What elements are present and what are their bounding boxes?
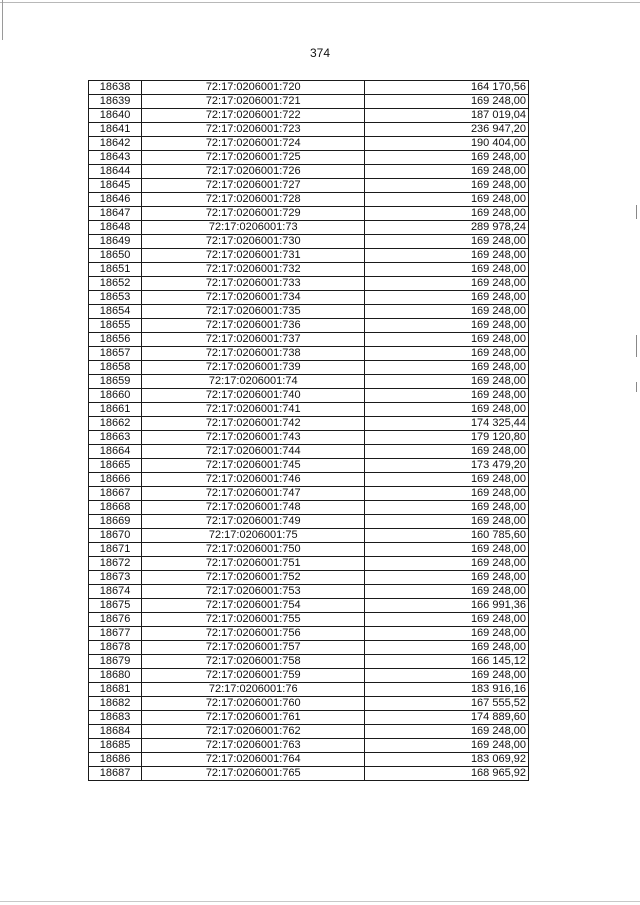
cadastral-value-cell: 187 019,04 (365, 109, 529, 123)
cadastral-value-cell: 169 248,00 (365, 305, 529, 319)
table-row (89, 333, 529, 347)
cadastral-value-cell: 169 248,00 (365, 347, 529, 361)
cadastral-number-cell: 72:17:0206001:724 (142, 137, 365, 151)
row-number-cell: 18644 (89, 165, 142, 179)
cadastral-value-cell: 169 248,00 (365, 151, 529, 165)
row-number-cell: 18647 (89, 207, 142, 221)
table-row (89, 655, 529, 669)
row-number-cell: 18659 (89, 375, 142, 389)
cadastral-value-cell: 169 248,00 (365, 263, 529, 277)
table-row (89, 249, 529, 263)
cadastral-number-cell: 72:17:0206001:755 (142, 613, 365, 627)
row-number-cell: 18672 (89, 557, 142, 571)
cadastral-value-cell: 169 248,00 (365, 501, 529, 515)
cadastral-number-cell: 72:17:0206001:762 (142, 725, 365, 739)
table-row (89, 431, 529, 445)
table-row (89, 361, 529, 375)
row-number-cell: 18660 (89, 389, 142, 403)
cadastral-number-cell: 72:17:0206001:733 (142, 277, 365, 291)
table-row (89, 389, 529, 403)
row-number-cell: 18653 (89, 291, 142, 305)
row-number-cell: 18639 (89, 95, 142, 109)
table-row (89, 95, 529, 109)
row-number-cell: 18675 (89, 599, 142, 613)
row-number-cell: 18673 (89, 571, 142, 585)
row-number-cell: 18654 (89, 305, 142, 319)
cadastral-value-cell: 169 248,00 (365, 613, 529, 627)
margin-scan-mark (636, 335, 637, 357)
table-row (89, 725, 529, 739)
row-number-cell: 18682 (89, 697, 142, 711)
table-row (89, 739, 529, 753)
cadastral-number-cell: 72:17:0206001:750 (142, 543, 365, 557)
cadastral-value-cell: 169 248,00 (365, 739, 529, 753)
table-body (89, 81, 529, 781)
cadastral-number-cell: 72:17:0206001:760 (142, 697, 365, 711)
cadastral-value-cell: 173 479,20 (365, 459, 529, 473)
cadastral-number-cell: 72:17:0206001:726 (142, 165, 365, 179)
table-row (89, 193, 529, 207)
cadastral-value-cell: 169 248,00 (365, 291, 529, 305)
cadastral-number-cell: 72:17:0206001:758 (142, 655, 365, 669)
row-number-cell: 18677 (89, 627, 142, 641)
cadastral-value-cell: 169 248,00 (365, 333, 529, 347)
table-row (89, 557, 529, 571)
cadastral-number-cell: 72:17:0206001:743 (142, 431, 365, 445)
table-row (89, 403, 529, 417)
cadastral-number-cell: 72:17:0206001:744 (142, 445, 365, 459)
row-number-cell: 18651 (89, 263, 142, 277)
cadastral-number-cell: 72:17:0206001:747 (142, 487, 365, 501)
row-number-cell: 18661 (89, 403, 142, 417)
table-row (89, 515, 529, 529)
table-row (89, 347, 529, 361)
row-number-cell: 18671 (89, 543, 142, 557)
cadastral-number-cell: 72:17:0206001:732 (142, 263, 365, 277)
cadastral-number-cell: 72:17:0206001:727 (142, 179, 365, 193)
cadastral-number-cell: 72:17:0206001:757 (142, 641, 365, 655)
cadastral-value-cell: 169 248,00 (365, 403, 529, 417)
cadastral-value-cell: 169 248,00 (365, 487, 529, 501)
cadastral-value-cell: 169 248,00 (365, 669, 529, 683)
margin-scan-mark (636, 382, 637, 392)
cadastral-number-cell: 72:17:0206001:734 (142, 291, 365, 305)
row-number-cell: 18656 (89, 333, 142, 347)
table-row (89, 627, 529, 641)
row-number-cell: 18683 (89, 711, 142, 725)
cadastral-number-cell: 72:17:0206001:754 (142, 599, 365, 613)
table-row (89, 753, 529, 767)
cadastral-number-cell: 72:17:0206001:73 (142, 221, 365, 235)
cadastral-value-cell: 166 991,36 (365, 599, 529, 613)
cadastral-value-cell: 169 248,00 (365, 207, 529, 221)
cadastral-number-cell: 72:17:0206001:729 (142, 207, 365, 221)
cadastral-number-cell: 72:17:0206001:742 (142, 417, 365, 431)
margin-scan-mark (636, 205, 637, 219)
cadastral-number-cell: 72:17:0206001:76 (142, 683, 365, 697)
row-number-cell: 18680 (89, 669, 142, 683)
cadastral-value-cell: 169 248,00 (365, 389, 529, 403)
cadastral-value-cell: 169 248,00 (365, 361, 529, 375)
table-row (89, 263, 529, 277)
row-number-cell: 18650 (89, 249, 142, 263)
table-row (89, 137, 529, 151)
cadastral-value-cell: 169 248,00 (365, 165, 529, 179)
cadastral-value-table (88, 80, 529, 781)
table-row (89, 123, 529, 137)
cadastral-number-cell: 72:17:0206001:739 (142, 361, 365, 375)
table-row (89, 641, 529, 655)
cadastral-number-cell: 72:17:0206001:737 (142, 333, 365, 347)
cadastral-value-cell: 169 248,00 (365, 319, 529, 333)
cadastral-value-cell: 169 248,00 (365, 571, 529, 585)
cadastral-value-cell: 169 248,00 (365, 179, 529, 193)
cadastral-value-cell: 169 248,00 (365, 95, 529, 109)
table-row (89, 291, 529, 305)
row-number-cell: 18678 (89, 641, 142, 655)
table-row (89, 571, 529, 585)
row-number-cell: 18669 (89, 515, 142, 529)
cadastral-value-cell: 169 248,00 (365, 473, 529, 487)
cadastral-value-cell: 169 248,00 (365, 585, 529, 599)
table-row (89, 473, 529, 487)
row-number-cell: 18667 (89, 487, 142, 501)
table-row (89, 179, 529, 193)
cadastral-number-cell: 72:17:0206001:745 (142, 459, 365, 473)
table-row (89, 585, 529, 599)
cadastral-number-cell: 72:17:0206001:764 (142, 753, 365, 767)
table-row (89, 529, 529, 543)
cadastral-number-cell: 72:17:0206001:765 (142, 767, 365, 781)
cadastral-value-cell: 183 916,16 (365, 683, 529, 697)
cadastral-number-cell: 72:17:0206001:752 (142, 571, 365, 585)
cadastral-value-cell: 174 889,60 (365, 711, 529, 725)
table-row (89, 151, 529, 165)
cadastral-number-cell: 72:17:0206001:735 (142, 305, 365, 319)
table-row (89, 501, 529, 515)
cadastral-value-cell: 174 325,44 (365, 417, 529, 431)
cadastral-number-cell: 72:17:0206001:720 (142, 81, 365, 95)
table-row (89, 207, 529, 221)
cadastral-number-cell: 72:17:0206001:763 (142, 739, 365, 753)
cadastral-number-cell: 72:17:0206001:761 (142, 711, 365, 725)
row-number-cell: 18679 (89, 655, 142, 669)
row-number-cell: 18686 (89, 753, 142, 767)
row-number-cell: 18681 (89, 683, 142, 697)
row-number-cell: 18638 (89, 81, 142, 95)
row-number-cell: 18685 (89, 739, 142, 753)
table-row (89, 417, 529, 431)
cadastral-value-cell: 169 248,00 (365, 627, 529, 641)
table-row (89, 277, 529, 291)
table-row (89, 669, 529, 683)
table-row (89, 459, 529, 473)
cadastral-value-cell: 183 069,92 (365, 753, 529, 767)
row-number-cell: 18687 (89, 767, 142, 781)
cadastral-value-cell: 169 248,00 (365, 445, 529, 459)
row-number-cell: 18646 (89, 193, 142, 207)
row-number-cell: 18670 (89, 529, 142, 543)
row-number-cell: 18657 (89, 347, 142, 361)
cadastral-number-cell: 72:17:0206001:728 (142, 193, 365, 207)
cadastral-value-cell: 179 120,80 (365, 431, 529, 445)
table-row (89, 319, 529, 333)
row-number-cell: 18642 (89, 137, 142, 151)
row-number-cell: 18645 (89, 179, 142, 193)
row-number-cell: 18666 (89, 473, 142, 487)
table-row (89, 599, 529, 613)
cadastral-number-cell: 72:17:0206001:740 (142, 389, 365, 403)
cadastral-number-cell: 72:17:0206001:753 (142, 585, 365, 599)
cadastral-value-cell: 169 248,00 (365, 543, 529, 557)
cadastral-number-cell: 72:17:0206001:748 (142, 501, 365, 515)
table-row (89, 683, 529, 697)
cadastral-value-cell: 236 947,20 (365, 123, 529, 137)
row-number-cell: 18655 (89, 319, 142, 333)
cadastral-number-cell: 72:17:0206001:74 (142, 375, 365, 389)
cadastral-number-cell: 72:17:0206001:723 (142, 123, 365, 137)
page-number: 374 (309, 46, 331, 60)
cadastral-value-cell: 160 785,60 (365, 529, 529, 543)
cadastral-value-cell: 190 404,00 (365, 137, 529, 151)
row-number-cell: 18676 (89, 613, 142, 627)
cadastral-number-cell: 72:17:0206001:75 (142, 529, 365, 543)
table-row (89, 697, 529, 711)
cadastral-value-cell: 168 965,92 (365, 767, 529, 781)
table-row (89, 767, 529, 781)
table-row (89, 235, 529, 249)
row-number-cell: 18664 (89, 445, 142, 459)
cadastral-number-cell: 72:17:0206001:751 (142, 557, 365, 571)
cadastral-value-cell: 169 248,00 (365, 375, 529, 389)
cadastral-value-cell: 167 555,52 (365, 697, 529, 711)
row-number-cell: 18665 (89, 459, 142, 473)
cadastral-value-cell: 169 248,00 (365, 557, 529, 571)
table-row (89, 165, 529, 179)
row-number-cell: 18652 (89, 277, 142, 291)
cadastral-number-cell: 72:17:0206001:730 (142, 235, 365, 249)
table-row (89, 221, 529, 235)
table-row (89, 375, 529, 389)
cadastral-value-cell: 169 248,00 (365, 193, 529, 207)
table-row (89, 305, 529, 319)
scan-edge-bottom (0, 901, 640, 902)
row-number-cell: 18649 (89, 235, 142, 249)
scan-edge-left (2, 0, 3, 40)
cadastral-value-cell: 169 248,00 (365, 249, 529, 263)
row-number-cell: 18648 (89, 221, 142, 235)
cadastral-number-cell: 72:17:0206001:721 (142, 95, 365, 109)
cadastral-number-cell: 72:17:0206001:749 (142, 515, 365, 529)
table-row (89, 81, 529, 95)
cadastral-number-cell: 72:17:0206001:746 (142, 473, 365, 487)
row-number-cell: 18641 (89, 123, 142, 137)
cadastral-number-cell: 72:17:0206001:741 (142, 403, 365, 417)
table-row (89, 613, 529, 627)
row-number-cell: 18668 (89, 501, 142, 515)
cadastral-number-cell: 72:17:0206001:725 (142, 151, 365, 165)
cadastral-number-cell: 72:17:0206001:736 (142, 319, 365, 333)
row-number-cell: 18662 (89, 417, 142, 431)
cadastral-number-cell: 72:17:0206001:722 (142, 109, 365, 123)
row-number-cell: 18663 (89, 431, 142, 445)
cadastral-value-cell: 169 248,00 (365, 515, 529, 529)
scan-edge-top (0, 2, 640, 3)
table-row (89, 445, 529, 459)
row-number-cell: 18674 (89, 585, 142, 599)
cadastral-value-cell: 169 248,00 (365, 725, 529, 739)
cadastral-value-cell: 166 145,12 (365, 655, 529, 669)
cadastral-number-cell: 72:17:0206001:756 (142, 627, 365, 641)
cadastral-value-cell: 169 248,00 (365, 277, 529, 291)
table-row (89, 543, 529, 557)
row-number-cell: 18640 (89, 109, 142, 123)
cadastral-value-cell: 289 978,24 (365, 221, 529, 235)
cadastral-number-cell: 72:17:0206001:731 (142, 249, 365, 263)
row-number-cell: 18643 (89, 151, 142, 165)
table-row (89, 487, 529, 501)
table-row (89, 711, 529, 725)
row-number-cell: 18684 (89, 725, 142, 739)
cadastral-value-cell: 164 170,56 (365, 81, 529, 95)
table-row (89, 109, 529, 123)
cadastral-value-cell: 169 248,00 (365, 641, 529, 655)
cadastral-value-cell: 169 248,00 (365, 235, 529, 249)
row-number-cell: 18658 (89, 361, 142, 375)
cadastral-number-cell: 72:17:0206001:738 (142, 347, 365, 361)
cadastral-number-cell: 72:17:0206001:759 (142, 669, 365, 683)
